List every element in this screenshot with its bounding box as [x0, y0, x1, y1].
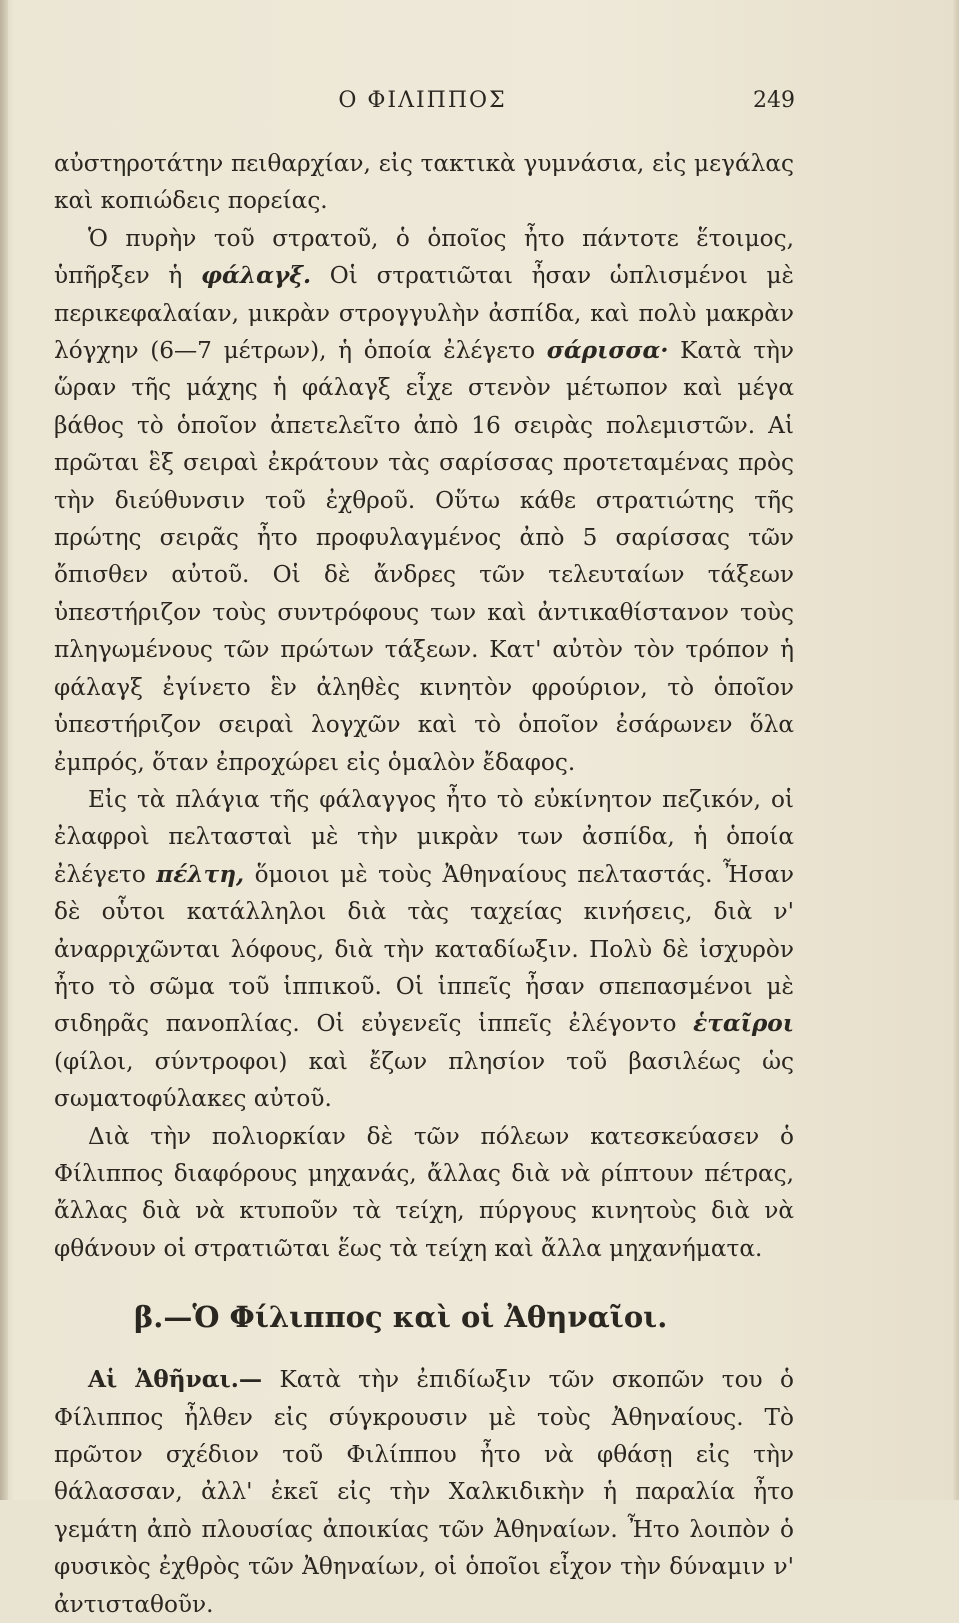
- section-paragraph: [54, 1361, 794, 1623]
- paragraph-text: Κατὰ τὴν ὥραν τῆς μάχης ἡ φάλαγξ εἶχε στενὸν μέτωπον καὶ μέγα βάθος τὸ ὁποῖον ἀπετελεῖτο ἀπὸ 16 σειρὰς πολεμιστῶν. Αἱ πρῶται ἓξ σειραὶ ἐκράτουν τὰς σαρίσσας προτεταμένας πρὸς τὴν διεύθυνσιν τοῦ ἐχθροῦ. Οὕτω κάθε στρατιώτης τῆς πρώτης σειρᾶς ἦτο προφυλαγμένος ἀπὸ 5 σαρίσσας τῶν ὄπισθεν αὐτοῦ. Οἱ δὲ ἄνδρες τῶν τελευταίων τάξεων ὑπεστήριζον τοὺς συντρόφους των καὶ ἀντικαθίστανον τοὺς πληγωμένους τῶν πρώτων τάξεων. Κατ' αὐτὸν τὸν τρόπον ἡ φάλαγξ ἐγίνετο ἓν ἀληθὲς κινητὸν φρούριον, τὸ ὁποῖον ὑπεστήριζον σειραὶ λογχῶν καὶ τὸ ὁποῖον ἐσάρωνεν ὅλα ἐμπρός, ὅταν ἐπροχώρει εἰς ὁμαλὸν ἔδαφος.: [54, 337, 795, 776]
- paragraph: [54, 1118, 794, 1268]
- section-paragraph-text: Κατὰ τὴν ἐπιδίωξιν τῶν σκοπῶν του ὁ Φίλιππος ἦλθεν εἰς σύγκρουσιν μὲ τοὺς Ἀθηναίους. Τὸ πρῶτον σχέδιον τοῦ Φιλίππου ἦτο νὰ φθάσῃ εἰς τὴν θάλασσαν, ἀλλ' ἐκεῖ εἰς τὴν Χαλκιδικὴν ἡ παραλία ἦτο γεμάτη ἀπὸ πλουσίας ἀποικίας τῶν Ἀθηναίων. Ἦτο λοιπὸν ὁ φυσικὸς ἐχθρὸς τῶν Ἀθηναίων, οἱ ὁποῖοι εἶχον τὴν δύναμιν ν' ἀντισταθοῦν.: [54, 1366, 794, 1618]
- paragraph-text: Εἰς τὰ πλάγια τῆς φάλαγγος ἦτο τὸ εὐκίνητον πεζικόν, οἱ ἐλαφροὶ πελτασταὶ μὲ τὴν μικρὰν των ἀσπίδα, ἡ ὁποία ἐλέγετο: [54, 785, 794, 888]
- runin-heading: Αἱ Ἀθῆναι.—: [88, 1366, 263, 1394]
- emphasized-term: φάλαγξ.: [201, 262, 312, 290]
- paragraph-text: Ὁ πυρὴν τοῦ στρατοῦ, ὁ ὁποῖος ἦτο πάντοτε ἕτοιμος, ὑπῆρξεν ἡ: [54, 224, 794, 290]
- page-outer-edge: [953, 0, 959, 1500]
- paragraph: [54, 145, 794, 220]
- paragraph-text: ὅμοιοι μὲ τοὺς Ἀθηναίους πελταστάς. Ἦσαν δὲ οὗτοι κατάλληλοι διὰ τὰς ταχείας κινήσεις, διὰ ν' ἀναρριχῶνται λόφους, διὰ τὴν καταδίωξιν. Πολὺ δὲ ἰσχυρὸν ἦτο τὸ σῶμα τοῦ ἱππικοῦ. Οἱ ἱππεῖς ἦσαν σπεπασμένοι μὲ σιδηρᾶς πανοπλίας. Οἱ εὐγενεῖς ἱππεῖς ἐλέγοντο: [54, 860, 794, 1038]
- page-binding-edge: [0, 0, 8, 1500]
- paragraph: [54, 220, 794, 781]
- paragraph-text: (φίλοι, σύντροφοι) καὶ ἔζων πλησίον τοῦ βασιλέως ὡς σωματοφύλακες αὐτοῦ.: [54, 1047, 794, 1113]
- page-number: 249: [753, 88, 795, 113]
- paragraph-container: [54, 145, 794, 1267]
- paragraph-text: Οἱ στρατιῶται ἦσαν ὡπλισμένοι μὲ περικεφαλαίαν, μικρὰν στρογγυλὴν ἀσπίδα, καὶ πολὺ μακρὰν λόγχην (6—7 μέτρων), ἡ ὁποία ἐλέγετο: [54, 262, 794, 365]
- emphasized-term: ἑταῖροι: [693, 1010, 794, 1038]
- page-body: [54, 145, 794, 1623]
- emphasized-term: πέλτη,: [156, 860, 245, 888]
- section-heading: β.—Ὁ Φίλιππος καὶ οἱ Ἀθηναῖοι.: [134, 1300, 668, 1335]
- emphasized-term: σάρισσα·: [546, 337, 669, 365]
- paragraph-text: Διὰ τὴν πολιορκίαν δὲ τῶν πόλεων κατεσκεύασεν ὁ Φίλιππος διαφόρους μηχανάς, ἄλλας διὰ νὰ ρίπτουν πέτρας, ἄλλας διὰ νὰ κτυποῦν τὰ τείχη, πύργους κινητοὺς διὰ νὰ φθάνουν οἱ στρατιῶται ἕως τὰ τείχη καὶ ἄλλα μηχανήματα.: [54, 1122, 794, 1262]
- running-header: [50, 88, 795, 118]
- running-title: Ο ΦΙΛΙΠΠΟΣ: [338, 88, 507, 113]
- paragraph: [54, 781, 794, 1118]
- paragraph-text: αὐστηροτάτην πειθαρχίαν, εἰς τακτικὰ γυμνάσια, εἰς μεγάλας καὶ κοπιώδεις πορείας.: [54, 150, 794, 215]
